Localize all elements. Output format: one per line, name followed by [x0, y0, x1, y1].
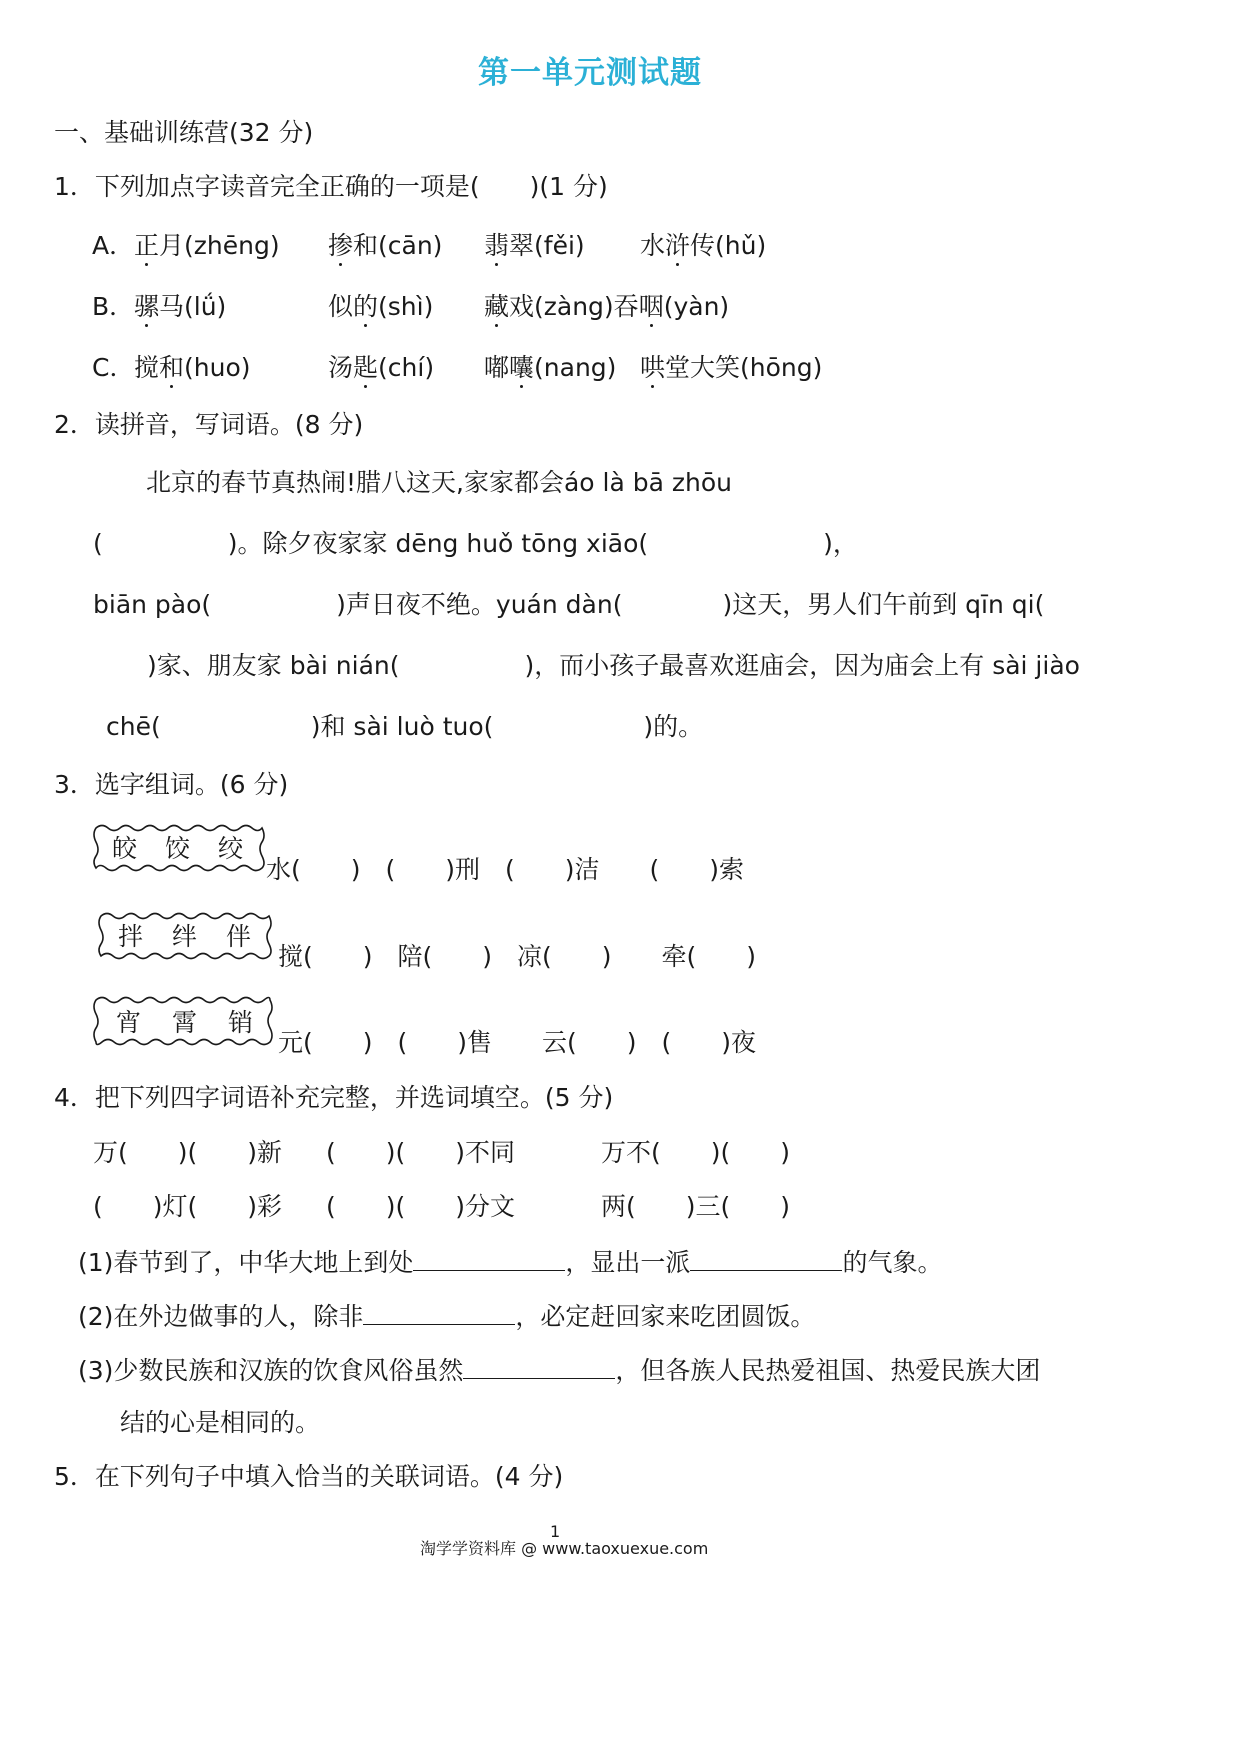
dotted-char: 浒 — [665, 231, 691, 260]
item-rest: 似 — [328, 292, 354, 321]
page-number: 1 — [550, 1522, 561, 1541]
q3-fill-row: 搅( ) 陪( ) 凉( ) 牵( ) — [278, 942, 757, 971]
q1-option-b-item — [484, 294, 729, 319]
q1-option-a-label: A． — [92, 231, 135, 260]
item-rest: (yàn) — [663, 292, 730, 321]
dotted-char: 的 — [353, 292, 379, 321]
item-rest: 戏(zàng)吞 — [509, 292, 639, 321]
answer-blank[interactable] — [413, 1248, 565, 1271]
q5-heading: 5．在下列句子中填入恰当的关联词语。(4 分) — [54, 1462, 564, 1491]
dotted-char: 掺 — [328, 231, 354, 260]
box-char: 宵 — [116, 1008, 142, 1037]
dotted-char: 骡 — [134, 292, 160, 321]
q4-sentence-3 — [78, 1356, 1040, 1383]
q1-option-a-item — [640, 233, 766, 258]
box-char: 绊 — [172, 922, 198, 951]
item-rest: 堂大笑(hōng) — [665, 353, 823, 382]
item-rest: 月(zhēng) — [159, 231, 280, 260]
box-char: 销 — [228, 1008, 254, 1037]
answer-blank[interactable] — [690, 1248, 842, 1271]
item-rest: 和(cān) — [353, 231, 443, 260]
q3-fill-row: 元( ) ( )售 云( ) ( )夜 — [278, 1028, 757, 1057]
q1-heading: 1．下列加点字读音完全正确的一项是( )(1 分) — [54, 172, 608, 201]
item-rest: 水 — [640, 231, 666, 260]
q3-fill-row: 水( ) ( )刑 ( )洁 ( )索 — [266, 855, 745, 884]
sentence-text: (2)在外边做事的人，除非 — [78, 1302, 364, 1331]
q1-option-c-item — [640, 355, 822, 380]
q1-option-b-item — [328, 294, 433, 319]
item-rest: 汤 — [328, 353, 354, 382]
q2-line: biān pào( )声日夜不绝。yuán dàn( )这天，男人们午前到 qīn qi( — [93, 590, 1045, 619]
q2-line: ( )。除夕夜家家 dēng huǒ tōng xiāo( )， — [93, 529, 858, 558]
q4-heading: 4．把下列四字词语补充完整，并选词填空。(5 分) — [54, 1083, 614, 1112]
box-char: 皎 — [112, 834, 138, 863]
q4-idiom: ( )灯( )彩 — [93, 1192, 283, 1221]
q1-option-a-item — [328, 233, 442, 258]
q4-sentence-3-continued: 结的心是相同的。 — [120, 1408, 321, 1437]
sentence-text: 的气象。 — [842, 1248, 943, 1277]
item-rest: 马(lǘ) — [159, 292, 227, 321]
page-title: 第一单元测试题 — [478, 55, 702, 91]
item-rest: 翠(fěi) — [509, 231, 585, 260]
box-char: 霄 — [172, 1008, 198, 1037]
q4-sentence-2 — [78, 1302, 815, 1329]
sentence-text: ，必定赶回家来吃团圆饭。 — [515, 1302, 816, 1331]
q2-line: )家、朋友家 bài nián( )，而小孩子最喜欢逛庙会，因为庙会上有 sài jiào — [122, 651, 1080, 680]
dotted-char: 咽 — [638, 292, 664, 321]
dotted-char: 匙 — [353, 353, 379, 382]
item-rest: (huo) — [184, 353, 251, 382]
answer-blank[interactable] — [463, 1356, 615, 1379]
dotted-char: 哄 — [640, 353, 666, 382]
q1-option-c-item — [328, 355, 434, 380]
item-rest: (chí) — [378, 353, 435, 382]
q1-option-a-item — [134, 233, 280, 258]
box-char: 绞 — [218, 834, 244, 863]
item-rest: 嘟 — [484, 353, 510, 382]
q2-line: 北京的春节真热闹!腊八这天,家家都会áo là bā zhōu — [146, 468, 732, 497]
sentence-text: ，显出一派 — [565, 1248, 691, 1277]
q1-option-a-item — [484, 233, 585, 258]
q1-option-c-item — [484, 355, 616, 380]
q4-idiom: 万不( )( ) — [601, 1138, 791, 1167]
item-rest: 传(hǔ) — [690, 231, 767, 260]
q4-idiom: ( )( )不同 — [326, 1138, 516, 1167]
dotted-char: 囔 — [509, 353, 535, 382]
q3-heading: 3．选字组词。(6 分) — [54, 770, 289, 799]
q4-idiom: 万( )( )新 — [93, 1138, 283, 1167]
q1-option-b-item — [134, 294, 226, 319]
answer-blank[interactable] — [363, 1302, 515, 1325]
q1-option-b-label: B． — [92, 292, 135, 321]
sentence-text: ，但各族人民热爱祖国、热爱民族大团 — [615, 1356, 1041, 1385]
item-rest: (nang) — [534, 353, 617, 382]
dotted-char: 翡 — [484, 231, 510, 260]
dotted-char: 藏 — [484, 292, 510, 321]
q1-option-c-item — [134, 355, 251, 380]
item-rest: (shì) — [378, 292, 434, 321]
sentence-text: (1)春节到了，中华大地上到处 — [78, 1248, 414, 1277]
item-rest: 搅 — [134, 353, 160, 382]
q1-option-c-label: C． — [92, 353, 135, 382]
dotted-char: 正 — [134, 231, 160, 260]
q4-sentence-1 — [78, 1248, 942, 1275]
q2-heading: 2．读拼音，写词语。(8 分) — [54, 410, 364, 439]
section-heading: 一、基础训练营(32 分) — [54, 118, 314, 147]
dotted-char: 和 — [159, 353, 185, 382]
footer-site: 淘学学资料库 @ www.taoxuexue.com — [420, 1539, 709, 1558]
box-char: 拌 — [118, 922, 144, 951]
q4-idiom: 两( )三( ) — [601, 1192, 791, 1221]
sentence-text: (3)少数民族和汉族的饮食风俗虽然 — [78, 1356, 464, 1385]
box-char: 饺 — [165, 834, 191, 863]
q4-idiom: ( )( )分文 — [326, 1192, 516, 1221]
box-char: 伴 — [226, 922, 252, 951]
q2-line: chē( )和 sài luò tuo( )的。 — [106, 712, 704, 741]
